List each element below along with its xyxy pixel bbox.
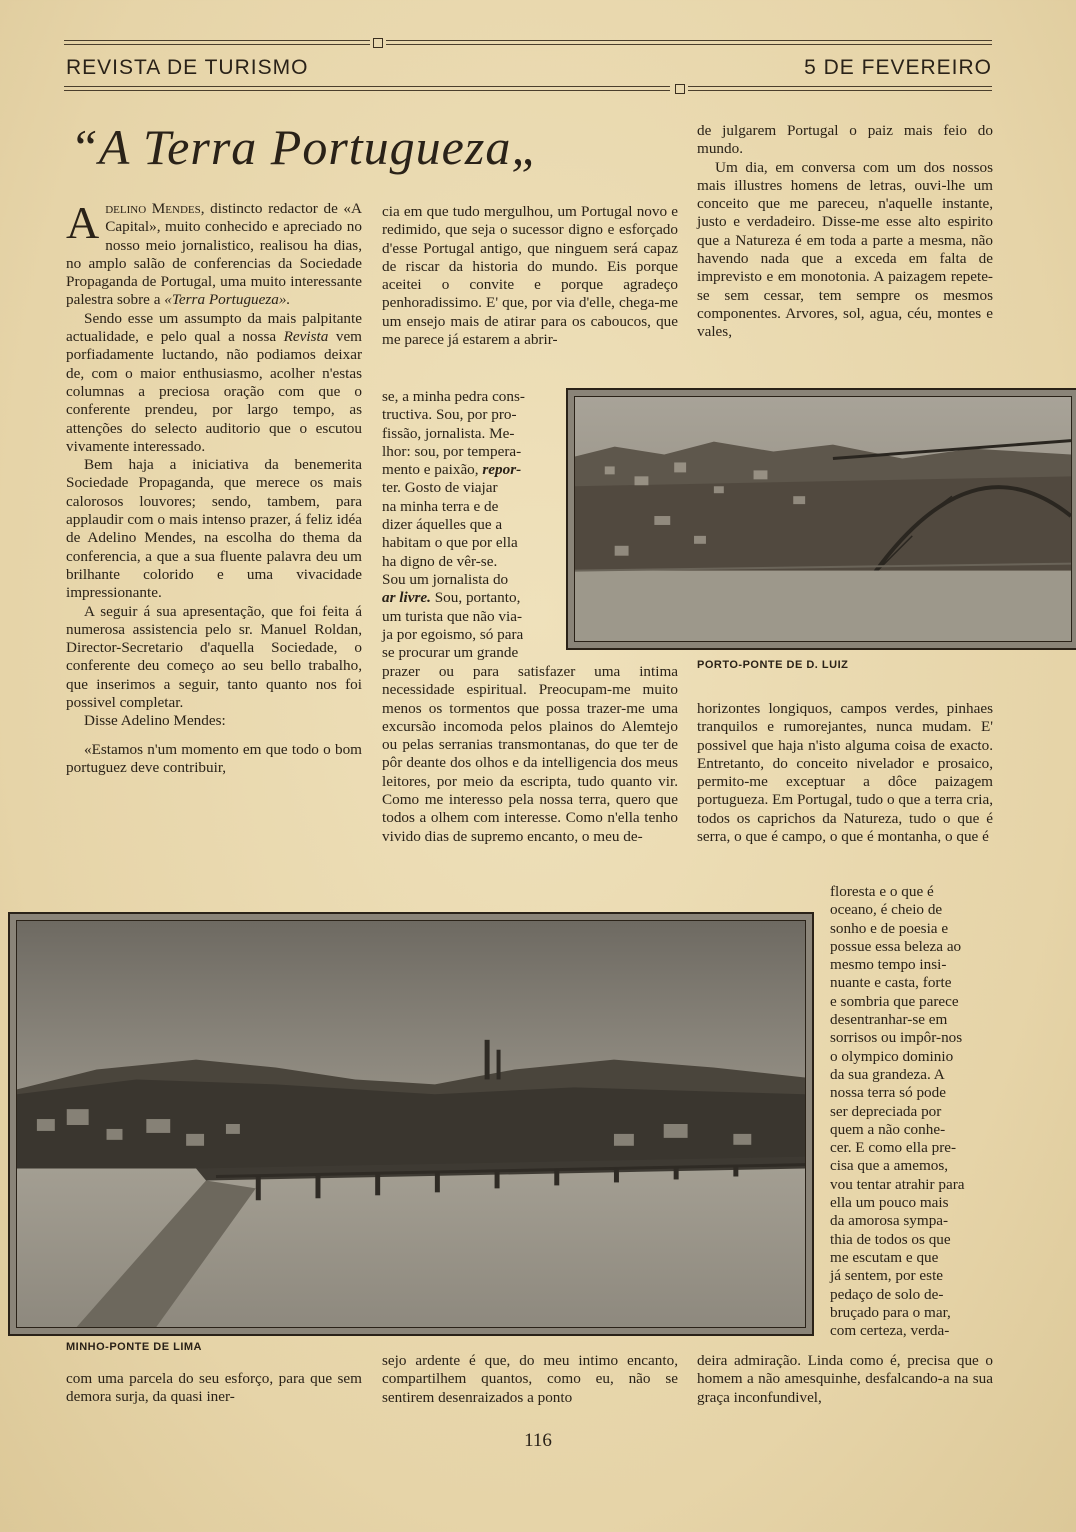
drop-cap: A [66,197,100,248]
porto-bridge-image [575,397,1071,641]
masthead-date: 5 DE FEVEREIRO [804,56,992,79]
article-title: “A Terra Portugueza„ [70,119,541,175]
paragraph: Disse Adelino Mendes: [84,712,226,730]
minho-bridge-image [17,921,805,1327]
paragraph: Bem haja a iniciativa da benemerita Sociedade Propaganda, que merece os mais calorosos louvores; sendo, tambem, para applaudir com o mais intenso prazer, á feliz idéa de Adelino Mendes, na escolha do thema da conferencia, a que a sua fluente palavra deu um brilhante colorido e uma vivacidade impressionante. [66,456,362,602]
column-3-top: de julgarem Portugal o paiz mais feio do mundo. Um dia, em conversa com um dos nossos mais illustres homens de letras, ouvi-lhe um conceito que me pareceu, n'aquelle instante, justo e verdadeiro. Disse-me esse alto espirito que a Natureza é em toda a parte a mesma, não havendo nada que a exceda em falta de imprevisto e em monotonia. A paizagem repete-se sem cessar, tem sempre os mesmos componentes. Arvores, sol, agua, céu, montes e vales, [697,122,993,341]
header-rule-bottom-left [64,86,670,91]
header-ornament-top [373,38,383,48]
photo-minho-ponte [8,912,814,1336]
page-number: 116 [524,1430,552,1451]
masthead-title: REVISTA DE TURISMO [66,56,309,79]
header-rule-top-left [64,40,370,45]
paragraph: A seguir á sua apresentação, que foi feita á numerosa assistencia pelo sr. Manuel Roldan, Director-Secretario d'aquella Sociedade, o conferente deu começo ao seu bello trabalho, que inserimos a seguir, tanto quanto nos foi possivel completar. [66,602,362,712]
column-2-end: sejo ardente é que, do meu intimo encanto, compartilhem quantos, como eu, não se sentirem desenraizados a ponto [382,1352,678,1406]
photo-porto-ponte [566,388,1076,650]
column-2-narrow: se, a minha pedra cons- tructiva. Sou, por pro- fissão, jornalista. Me- lhor: sou, por tempera- mento e paixão, repor- ter. Gosto de viajar na minha terra e de dizer áquelles que a habitam o que por ella ha digno de vêr-se. Sou um jornalista do ar livre. Sou, portanto, um turista que não via- ja por egoismo, só para se procurar um grande [382,388,525,662]
header-rule-bottom-right [688,86,992,91]
header-ornament-bottom [675,84,685,94]
column-3-end: deira admiração. Linda como é, precisa que o homem a não amesquinhe, desfalcando-a na sua graça inconfundivel, [697,1352,993,1406]
header-rule-top-right [386,40,992,45]
column-2-bottom: prazer ou para satisfazer uma intima necessidade espiritual. Preocupam-me muito menos os tormentos que possa trazer-me uma excursão incomoda pelos plainos do Alemtejo ou pelas serranias transmontanas, do que ter de pôr deante dos olhos e da intelligencia dos meus leitores, por meio da escripta, tudo quanto vir. Como me interesso pela nossa terra, quero que todos a olhem com interesse. Como n'ella tenho vivido dias de supremo encanto, o meu de- [382,663,678,845]
column-1: Adelino Mendes, distincto redactor de «A Capital», muito conhecido e apreciado no nosso meio jornalistico, realisou ha dias, no amplo salão de conferencias da Sociedade Propaganda de Portugal, uma muito interessante palestra sobre a «Terra Portugueza». Sendo esse um assumpto da mais palpitante actualidade, e pelo qual a nossa Revista vem porfiadamente luctando, não podiamos deixar de, com o maior enthusiasmo, acolher n'estas columnas a preciosa oração com que o conferente prendeu, por largo tempo, as attenções do selecto auditorio que o escutou vivamente interessado. Bem haja a iniciativa da benemerita Sociedade Propaganda, que merece os mais calorosos louvores; sendo, tambem, para applaudir com o mais intenso prazer, á feliz idéa de Adelino Mendes, na escolha do thema da conferencia, a que a sua fluente palavra deu um brilhante colorido e uma vivacidade impressionante. A seguir á sua apresentação, que foi feita á numerosa assistencia pelo sr. Manuel Roldan, Director-Secretario d'aquella Sociedade, o conferente deu começo ao seu bello trabalho, que inserimos a seguir, tanto quanto nos foi possivel completar. Disse Adelino Mendes: «Estamos n'um momento em que todo o bom portuguez deve contribuir, [66,197,363,776]
column-1-end: com uma parcela do seu esforço, para que sem demora surja, da quasi iner- [66,1370,362,1406]
paragraph: «Estamos n'um momento em que todo o bom portuguez deve contribuir, [66,740,362,776]
column-2-top: cia em que tudo mergulhou, um Portugal novo e redimido, que seja o sucessor digno e esforçado d'esse Portugal antigo, que ninguem será capaz de riscar da historia do mundo. Eis porque aceitei o convite e porque agradeço penhoradissimo. E' que, por via d'elle, chega-me um ensejo mais de atirar para os caboucos, que me parece já estarem a abrir- [382,203,678,349]
caption-minho: MINHO-PONTE DE LIMA [66,1341,202,1353]
caption-porto: PORTO-PONTE DE D. LUIZ [697,659,849,671]
column-3-mid: horizontes longiquos, campos verdes, pinhaes tranquilos e rumorejantes, nunca mudam. E' possivel que haja n'isto alguma coisa de exacto. Entretanto, do conceito nivelador e prosaico, permito-me exceptuar a dôce paizagem portugueza. Em Portugal, tudo o que a terra cria, todos os caprichos da Natureza, tudo o que é serra, o que é campo, o que é montanha, o que é [697,700,993,846]
author-name: delino Mendes, [105,200,205,217]
column-3-narrow: floresta e o que é oceano, é cheio de sonho e de poesia e possue essa beleza ao mesmo tempo insi- nuante e casta, forte e sombria que parece desentranhar-se em sorrisos ou impôr-nos o olympico dominio da sua grandeza. A nossa terra só pode ser depreciada por quem a não conhe- cer. E como ella pre- cisa que a amemos, vou tentar atrahir para ella um pouco mais da amorosa sympa- thia de todos os que me escutam e que já sentem, por este pedaço de solo de- bruçado para o mar, com certeza, verda- [830,883,965,1340]
